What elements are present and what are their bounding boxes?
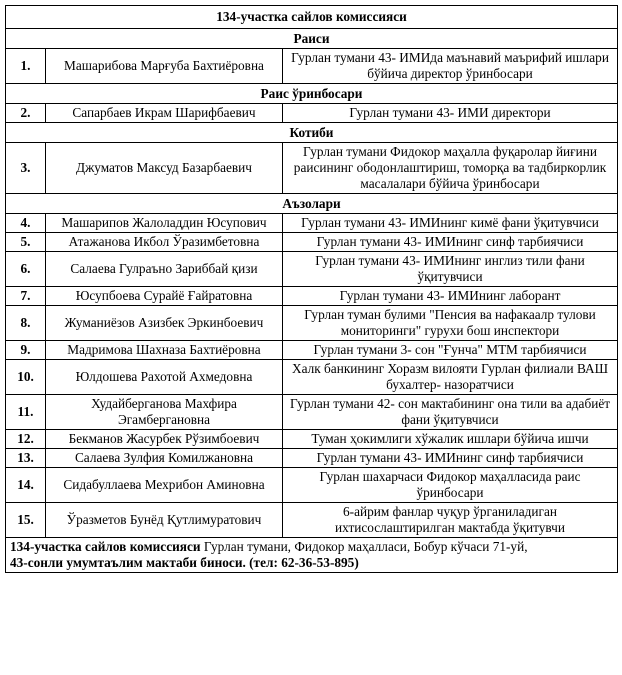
member-position: Гурлан шахарчаси Фидокор маҳалласида раис ўринбосари xyxy=(283,468,618,503)
member-number: 1. xyxy=(6,49,46,84)
section-header-row xyxy=(6,194,618,214)
member-row xyxy=(6,49,618,84)
section-heading: Аъзолари xyxy=(6,194,618,214)
member-number: 13. xyxy=(6,449,46,468)
member-row xyxy=(6,395,618,430)
member-row xyxy=(6,503,618,538)
member-row xyxy=(6,287,618,306)
member-position: Гурлан тумани 43- ИМИнинг синф тарбиячиси xyxy=(283,233,618,252)
member-position: Гурлан туман булими "Пенсия ва нафакаалр тулови мониторинги" гурухи бош инспектори xyxy=(283,306,618,341)
member-name: Сидабуллаева Мехрибон Аминовна xyxy=(46,468,283,503)
member-number: 12. xyxy=(6,430,46,449)
section-header-row xyxy=(6,123,618,143)
member-position: Гурлан тумани 3- сон "Ғунча" МТМ тарбиячиси xyxy=(283,341,618,360)
commission-table-body xyxy=(6,6,618,538)
member-row xyxy=(6,214,618,233)
member-position: Туман ҳокимлиги хўжалик ишлари бўйича ишчи xyxy=(283,430,618,449)
member-position: Гурлан тумани 43- ИМИ директори xyxy=(283,104,618,123)
footer-address-text: Гурлан тумани, Фидокор маҳалласи, Бобур кўчаси 71-уй, xyxy=(200,539,528,554)
member-row xyxy=(6,430,618,449)
member-number: 8. xyxy=(6,306,46,341)
member-position: 6-айрим фанлар чуқур ўрганиладиган ихтисослаштирилган мактабда ўқитувчи xyxy=(283,503,618,538)
member-name: Сапарбаев Икрам Шарифбаевич xyxy=(46,104,283,123)
section-header-row xyxy=(6,84,618,104)
member-name: Ўразметов Бунёд Қутлимуратович xyxy=(46,503,283,538)
member-number: 6. xyxy=(6,252,46,287)
member-row xyxy=(6,233,618,252)
member-position: Гурлан тумани 43- ИМИнинг синф тарбиячиси xyxy=(283,449,618,468)
member-position: Гурлан тумани Фидокор маҳалла фуқаролар йиғини раисининг ободонлаштириш, томорқа ва тадбиркорлик масалалари бўйича ўринбосари xyxy=(283,143,618,194)
member-name: Салаева Гулраъно Зариббай қизи xyxy=(46,252,283,287)
member-name: Мадримова Шахназа Бахтиёровна xyxy=(46,341,283,360)
member-position: Гурлан тумани 43- ИМИнинг лаборант xyxy=(283,287,618,306)
member-row xyxy=(6,449,618,468)
footer-building: 43-сонли умумтаълим мактаби биноси. (тел: 62-36-53-895) xyxy=(10,555,359,570)
member-row xyxy=(6,468,618,503)
member-number: 9. xyxy=(6,341,46,360)
footer-address xyxy=(6,538,618,573)
commission-table xyxy=(5,5,618,573)
section-heading: Раис ўринбосари xyxy=(6,84,618,104)
member-name: Джуматов Максуд Базарбаевич xyxy=(46,143,283,194)
member-name: Юлдошева Рахотой Ахмедовна xyxy=(46,360,283,395)
member-number: 3. xyxy=(6,143,46,194)
member-row xyxy=(6,360,618,395)
member-number: 11. xyxy=(6,395,46,430)
member-name: Бекманов Жасурбек Рўзимбоевич xyxy=(46,430,283,449)
member-number: 5. xyxy=(6,233,46,252)
member-number: 4. xyxy=(6,214,46,233)
footer-label: 134-участка сайлов комиссияси xyxy=(10,539,201,554)
member-row xyxy=(6,252,618,287)
member-number: 2. xyxy=(6,104,46,123)
member-name: Салаева Зулфия Комилжановна xyxy=(46,449,283,468)
member-name: Худайберганова Махфира Эгамбергановна xyxy=(46,395,283,430)
member-row xyxy=(6,143,618,194)
member-name: Машарибова Марғуба Бахтиёровна xyxy=(46,49,283,84)
section-header-row xyxy=(6,29,618,49)
member-row xyxy=(6,104,618,123)
member-name: Машарипов Жалоладдин Юсупович xyxy=(46,214,283,233)
member-position: Гурлан тумани 43- ИМИнинг кимё фани ўқитувчиси xyxy=(283,214,618,233)
member-position: Гурлан тумани 43- ИМИда маънавий маърифий ишлари бўйича директор ўринбосари xyxy=(283,49,618,84)
table-title: 134-участка сайлов комиссияси xyxy=(6,6,618,29)
footer-row xyxy=(6,538,618,573)
member-number: 10. xyxy=(6,360,46,395)
member-number: 14. xyxy=(6,468,46,503)
member-position: Халк банкининг Хоразм вилояти Гурлан филиали ВАШ бухалтер- назоратчиси xyxy=(283,360,618,395)
member-position: Гурлан тумани 43- ИМИнинг инглиз тили фани ўқитувчиси xyxy=(283,252,618,287)
member-name: Жуманиёзов Азизбек Эркинбоевич xyxy=(46,306,283,341)
member-number: 15. xyxy=(6,503,46,538)
member-name: Юсупбоева Сурайё Ғайратовна xyxy=(46,287,283,306)
member-number: 7. xyxy=(6,287,46,306)
member-row xyxy=(6,306,618,341)
title-row xyxy=(6,6,618,29)
member-position: Гурлан тумани 42- сон мактабининг она тили ва адабиёт фани ўқитувчиси xyxy=(283,395,618,430)
section-heading: Котиби xyxy=(6,123,618,143)
member-row xyxy=(6,341,618,360)
member-name: Атажанова Икбол Ўразимбетовна xyxy=(46,233,283,252)
section-heading: Раиси xyxy=(6,29,618,49)
